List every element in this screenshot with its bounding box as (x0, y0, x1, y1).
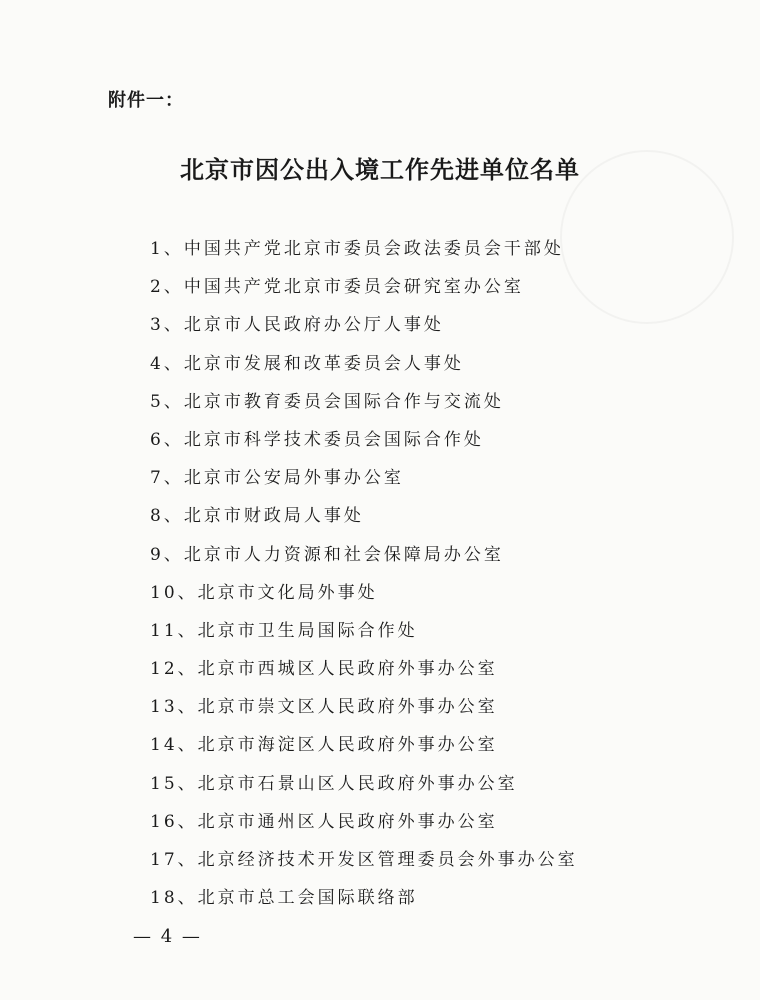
unit-item-6: 6、北京市科学技术委员会国际合作处 (150, 429, 484, 450)
unit-item-1: 1、中国共产党北京市委员会政法委员会干部处 (150, 239, 564, 259)
unit-item-18: 18、北京市总工会国际联络部 (150, 888, 418, 909)
unit-item-17: 17、北京经济技术开发区管理委员会外事办公室 (150, 850, 578, 870)
unit-item-4: 4、北京市发展和改革委员会人事处 (150, 353, 464, 374)
unit-item-13: 13、北京市崇文区人民政府外事办公室 (150, 697, 498, 718)
unit-item-15: 15、北京市石景山区人民政府外事办公室 (150, 773, 518, 794)
attachment-label: 附件一： (108, 90, 184, 111)
unit-list (150, 230, 578, 917)
unit-item-8: 8、北京市财政局人事处 (150, 506, 364, 527)
unit-item-3: 3、北京市人民政府办公厅人事处 (150, 315, 444, 336)
unit-item-10: 10、北京市文化局外事处 (150, 582, 378, 603)
unit-item-16: 16、北京市通州区人民政府外事办公室 (150, 811, 498, 832)
unit-item-12: 12、北京市西城区人民政府外事办公室 (150, 659, 498, 680)
unit-item-2: 2、中国共产党北京市委员会研究室办公室 (150, 277, 524, 298)
unit-item-7: 7、北京市公安局外事办公室 (150, 468, 404, 489)
unit-item-9: 9、北京市人力资源和社会保障局办公室 (150, 544, 504, 565)
unit-item-11: 11、北京市卫生局国际合作处 (150, 620, 418, 641)
unit-item-14: 14、北京市海淀区人民政府外事办公室 (150, 735, 498, 756)
page-number: — 4 — (133, 926, 202, 947)
unit-item-5: 5、北京市教育委员会国际合作与交流处 (150, 391, 504, 412)
document-title: 北京市因公出入境工作先进单位名单 (180, 156, 580, 184)
